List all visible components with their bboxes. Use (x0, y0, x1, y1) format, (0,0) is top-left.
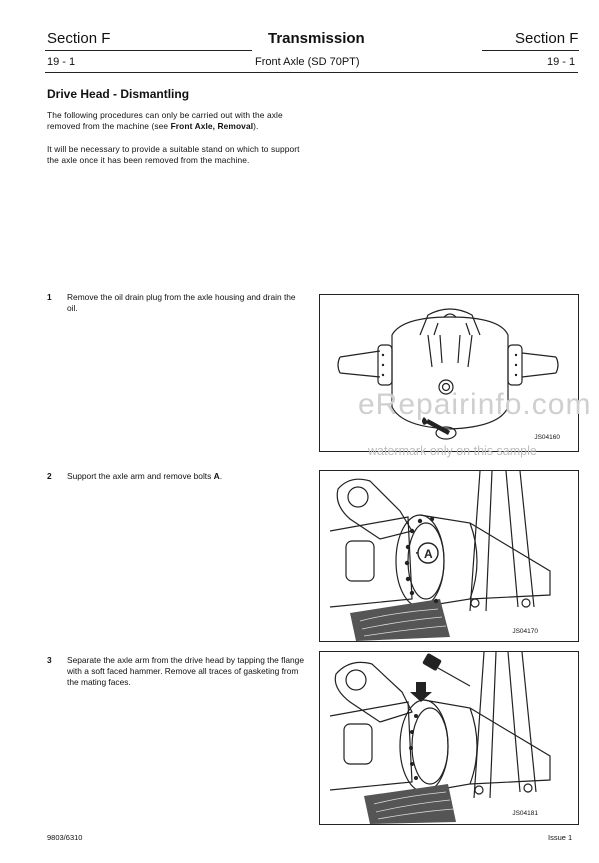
figure-separate-arm (319, 651, 579, 825)
intro-reference: Front Axle, Removal (170, 121, 254, 131)
intro-text: The following procedures can only be carried out with the axle removed from the machine (see (47, 110, 283, 131)
callout-label: A (424, 547, 433, 561)
figure-code: JS04181 (512, 810, 538, 817)
footer-document-number: 9803/6310 (47, 833, 83, 842)
figure-axle-arm-bolts (319, 470, 579, 642)
header-rule-left (45, 50, 252, 51)
step-text: Separate the axle arm from the drive head by tapping the flange with a soft faced hammer. Remove all traces of gasketing from the mating faces. (67, 655, 304, 687)
watermark-logo: eRepairinfo.com (358, 388, 592, 421)
step-text (67, 471, 305, 482)
step-number: 1 (47, 292, 52, 302)
separation-illustration (320, 652, 578, 824)
page-number-right: 19 - 1 (547, 56, 576, 68)
section-heading: Drive Head - Dismantling (47, 87, 190, 101)
section-label-right: Section F (515, 30, 579, 47)
step-text: Remove the oil drain plug from the axle housing and drain the oil. (67, 292, 296, 313)
intro-text-end: ). (253, 121, 259, 131)
bolt-reference: A (213, 471, 220, 481)
figure-code: JS04160 (534, 434, 560, 441)
axle-arm-illustration (320, 471, 578, 641)
intro-paragraph-1 (47, 110, 303, 132)
intro-paragraph-2: It will be necessary to provide a suitable stand on which to support the axle once it has been removed from the machine. (47, 144, 300, 165)
header-rule-right (482, 50, 579, 51)
step-number: 2 (47, 471, 52, 481)
step-text-part: Support the axle arm and remove bolts (67, 471, 214, 481)
section-label-left: Section F (47, 30, 111, 47)
footer-issue: Issue 1 (548, 833, 573, 842)
page-number-left: 19 - 1 (47, 56, 76, 68)
watermark-note: watermark only on this sample (368, 444, 537, 458)
figure-axle-drain (319, 294, 579, 452)
figure-code: JS04170 (512, 628, 538, 635)
page-title: Transmission (268, 30, 365, 47)
header-rule-bottom (45, 72, 578, 73)
axle-housing-illustration (320, 295, 578, 451)
page-subtitle: Front Axle (SD 70PT) (255, 56, 360, 68)
step-text-end: . (219, 471, 223, 481)
step-number: 3 (47, 655, 52, 665)
